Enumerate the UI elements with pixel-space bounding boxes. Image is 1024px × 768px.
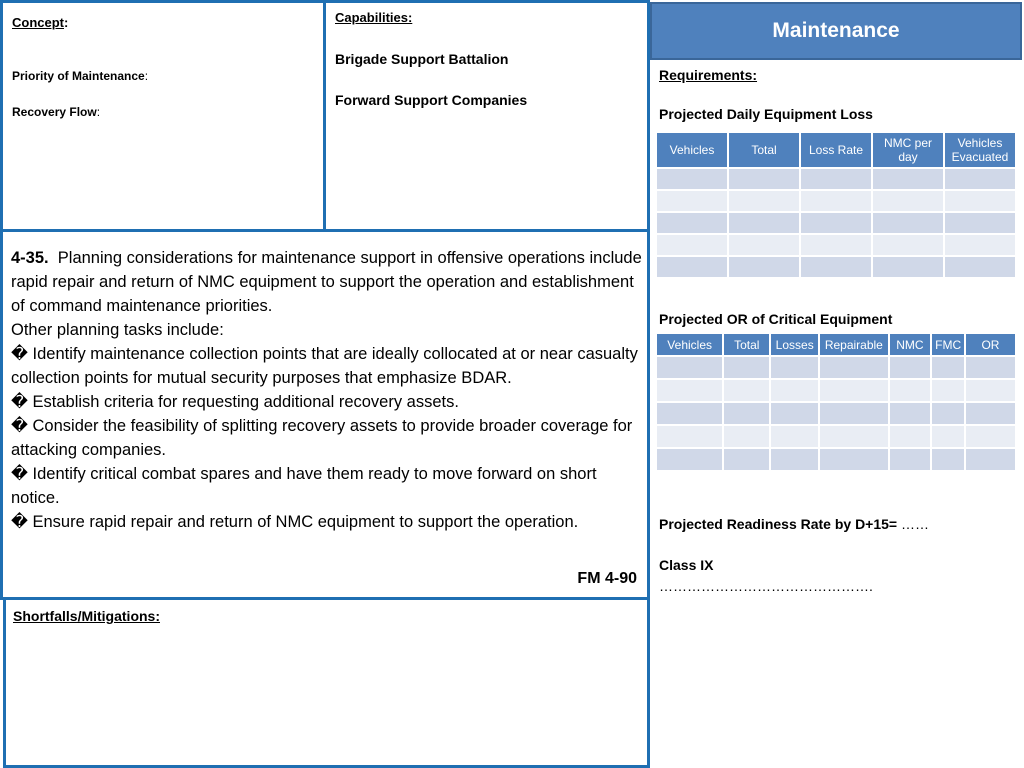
table-cell[interactable]	[966, 380, 1015, 401]
table-row	[657, 357, 1015, 378]
other-tasks-label: Other planning tasks include:	[11, 321, 224, 339]
planning-bullet: � Establish criteria for requesting additional recovery assets.	[11, 393, 459, 411]
table-cell[interactable]	[657, 426, 722, 447]
column-header: FMC	[932, 334, 964, 355]
table-cell[interactable]	[657, 213, 727, 233]
table-cell[interactable]	[729, 191, 799, 211]
reference-label: FM 4-90	[577, 570, 637, 587]
table-cell[interactable]	[724, 449, 769, 470]
table-cell[interactable]	[873, 213, 943, 233]
table-cell[interactable]	[932, 426, 964, 447]
priority-of-maintenance-label: Priority of Maintenance:	[12, 69, 149, 83]
table-cell[interactable]	[945, 235, 1015, 255]
column-header: OR	[966, 334, 1015, 355]
table-header-row	[657, 133, 1015, 167]
column-header: Loss Rate	[801, 133, 871, 167]
table-cell[interactable]	[932, 449, 964, 470]
table-cell[interactable]	[932, 380, 964, 401]
table-cell[interactable]	[873, 169, 943, 189]
table-cell[interactable]	[724, 426, 769, 447]
table-cell[interactable]	[801, 213, 871, 233]
table-cell[interactable]	[724, 357, 769, 378]
table-cell[interactable]	[890, 426, 931, 447]
table-cell[interactable]	[724, 380, 769, 401]
planning-intro: 4-35. Planning considerations for maintenance support in offensive operations include rapid repair and return of NMC equipment to support the operation and establishment of command maintenance priorities.	[11, 249, 642, 315]
table-cell[interactable]	[729, 213, 799, 233]
column-header: Total	[729, 133, 799, 167]
planning-bullet: � Ensure rapid repair and return of NMC equipment to support the operation.	[11, 513, 579, 531]
capability-item-fsc: Forward Support Companies	[335, 92, 528, 108]
table-cell[interactable]	[966, 357, 1015, 378]
class-ix-label: Class IX	[659, 557, 714, 573]
concept-panel	[0, 0, 326, 232]
table-row	[657, 235, 1015, 255]
concept-heading: Concept:	[12, 15, 69, 30]
table-row	[657, 213, 1015, 233]
table-cell[interactable]	[657, 169, 727, 189]
planning-bullet: � Identify critical combat spares and have them ready to move forward on short notice.	[11, 465, 597, 507]
table-cell[interactable]	[873, 257, 943, 277]
table-cell[interactable]	[771, 426, 818, 447]
table-cell[interactable]	[820, 426, 887, 447]
table-cell[interactable]	[801, 257, 871, 277]
planning-panel	[0, 229, 650, 600]
planning-bullet: � Consider the feasibility of splitting recovery assets to provide broader coverage for attacking companies.	[11, 417, 633, 459]
table-cell[interactable]	[873, 191, 943, 211]
table-cell[interactable]	[945, 257, 1015, 277]
planning-bullet: � Identify maintenance collection points that are ideally collocated at or near casualty collection points for mutual security purposes that emphasize BDAR.	[11, 345, 638, 387]
column-header: Repairable	[820, 334, 887, 355]
table-cell[interactable]	[657, 380, 722, 401]
column-header: NMC	[890, 334, 931, 355]
table-cell[interactable]	[945, 213, 1015, 233]
critical-equipment-table	[655, 332, 1017, 472]
class-ix-dots: ……………………………………….	[659, 578, 873, 594]
table-cell[interactable]	[729, 257, 799, 277]
column-header: Vehicles Evacuated	[945, 133, 1015, 167]
table-cell[interactable]	[966, 403, 1015, 424]
table-cell[interactable]	[966, 449, 1015, 470]
paragraph-number: 4-35.	[11, 249, 49, 267]
recovery-flow-label: Recovery Flow:	[12, 105, 101, 119]
table-cell[interactable]	[890, 449, 931, 470]
column-header: Vehicles	[657, 133, 727, 167]
planning-text	[11, 246, 643, 534]
table-cell[interactable]	[657, 403, 722, 424]
table-cell[interactable]	[801, 169, 871, 189]
column-header: NMC per day	[873, 133, 943, 167]
table-cell[interactable]	[890, 357, 931, 378]
daily-equipment-loss-table	[655, 131, 1017, 279]
critical-equipment-title: Projected OR of Critical Equipment	[659, 311, 893, 327]
requirements-heading: Requirements:	[659, 67, 758, 83]
table-cell[interactable]	[801, 191, 871, 211]
table-header-row	[657, 334, 1015, 355]
table-cell[interactable]	[771, 380, 818, 401]
table-row	[657, 426, 1015, 447]
capabilities-panel	[323, 0, 650, 232]
table-cell[interactable]	[820, 357, 887, 378]
column-header: Total	[724, 334, 769, 355]
table-cell[interactable]	[657, 257, 727, 277]
table-row	[657, 169, 1015, 189]
shortfalls-panel	[3, 597, 650, 768]
table-cell[interactable]	[873, 235, 943, 255]
column-header: Losses	[771, 334, 818, 355]
table-cell[interactable]	[657, 191, 727, 211]
table-row	[657, 380, 1015, 401]
table-cell[interactable]	[771, 403, 818, 424]
table-row	[657, 403, 1015, 424]
table-cell[interactable]	[657, 357, 722, 378]
table-cell[interactable]	[966, 426, 1015, 447]
table-cell[interactable]	[729, 169, 799, 189]
table-row	[657, 257, 1015, 277]
readiness-rate-label: Projected Readiness Rate by D+15= ……	[659, 516, 929, 532]
table-cell[interactable]	[801, 235, 871, 255]
maintenance-title-banner: Maintenance	[650, 2, 1022, 60]
table-cell[interactable]	[657, 235, 727, 255]
table-cell[interactable]	[932, 357, 964, 378]
table-cell[interactable]	[771, 357, 818, 378]
capability-item-bsb: Brigade Support Battalion	[335, 51, 509, 67]
table-row	[657, 449, 1015, 470]
daily-loss-title: Projected Daily Equipment Loss	[659, 106, 873, 122]
table-cell[interactable]	[820, 449, 887, 470]
table-row	[657, 191, 1015, 211]
table-cell[interactable]	[890, 403, 931, 424]
shortfalls-heading: Shortfalls/Mitigations:	[13, 608, 160, 624]
table-cell[interactable]	[932, 403, 964, 424]
table-cell[interactable]	[729, 235, 799, 255]
capabilities-heading: Capabilities:	[335, 10, 413, 25]
table-cell[interactable]	[820, 403, 887, 424]
column-header: Vehicles	[657, 334, 722, 355]
table-cell[interactable]	[945, 169, 1015, 189]
table-cell[interactable]	[820, 380, 887, 401]
table-cell[interactable]	[771, 449, 818, 470]
table-cell[interactable]	[890, 380, 931, 401]
table-cell[interactable]	[657, 449, 722, 470]
table-cell[interactable]	[724, 403, 769, 424]
table-cell[interactable]	[945, 191, 1015, 211]
